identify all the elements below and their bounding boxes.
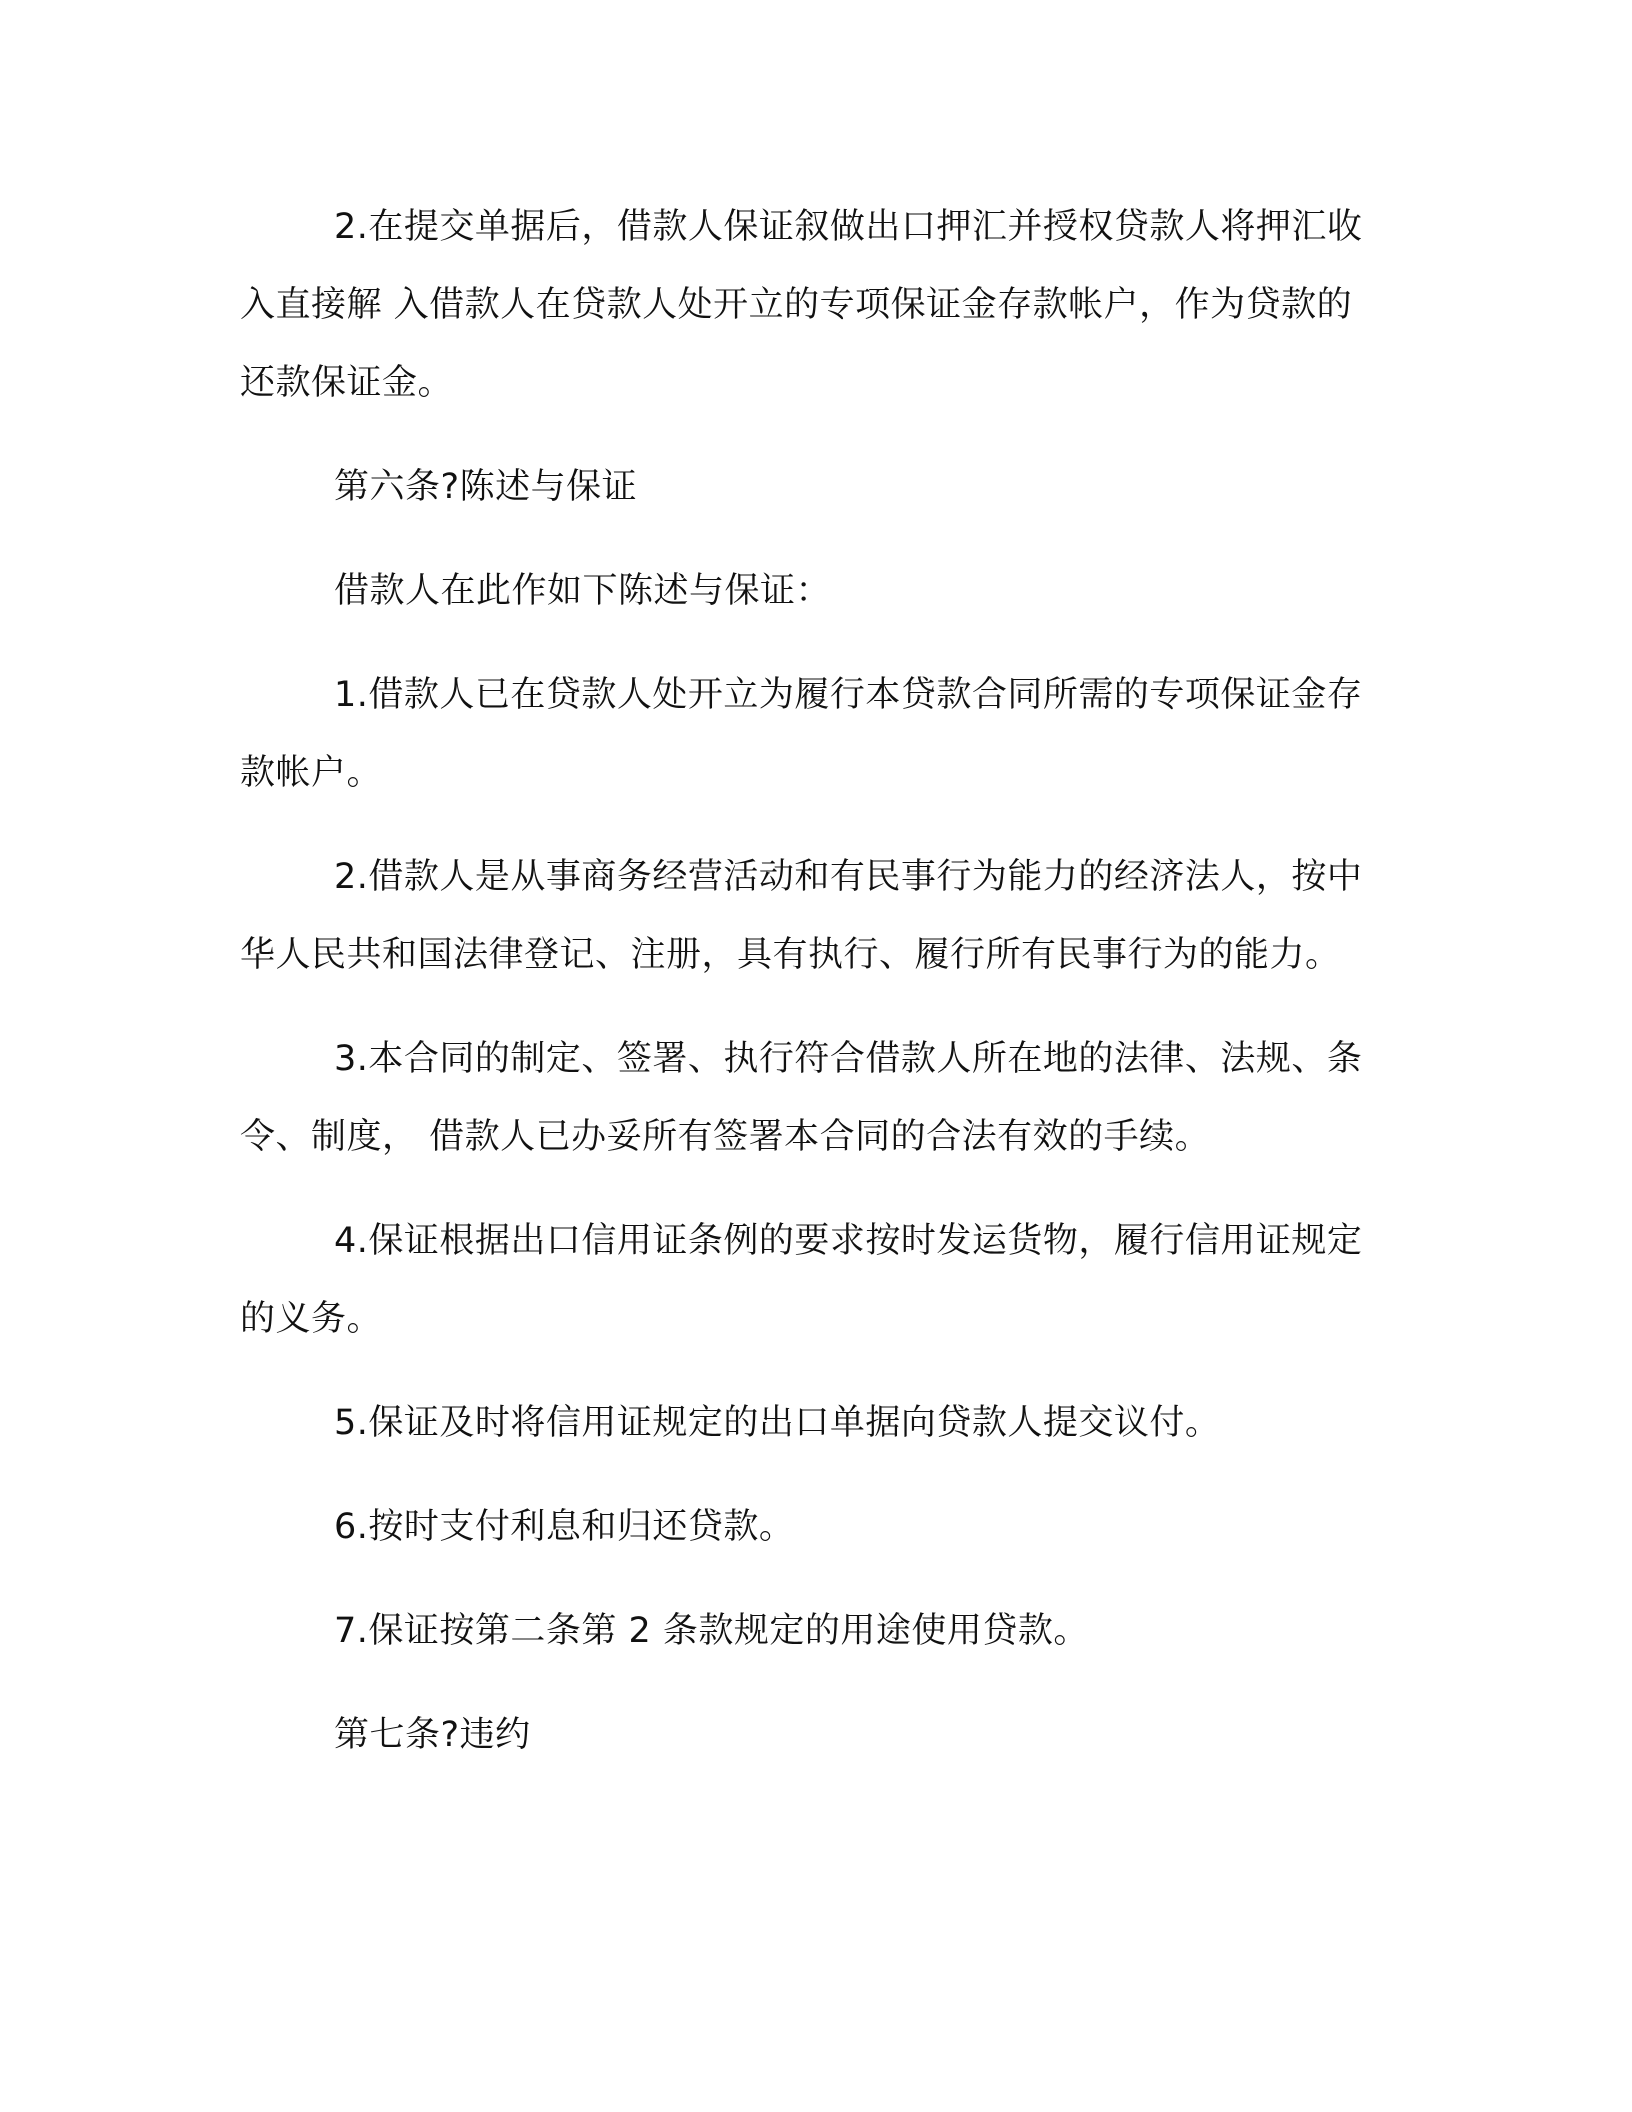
paragraph-representation-3: 3.本合同的制定、签署、执行符合借款人所在地的法律、法规、条令、制度， 借款人已办妥所有签署本合同的合法有效的手续。 [240,1039,1363,1157]
paragraph-representation-5: 5.保证及时将信用证规定的出口单据向贷款人提交议付。 [334,1403,1221,1443]
section-heading-article-6: 第六条?陈述与保证 [334,467,638,507]
section-heading-article-7: 第七条?违约 [334,1715,531,1755]
paragraph-representation-6: 6.按时支付利息和归还贷款。 [334,1507,795,1547]
paragraph-clause-2-collateral: 2.在提交单据后，借款人保证叙做出口押汇并授权贷款人将押汇收入直接解 入借款人在贷款人处开立的专项保证金存款帐户，作为贷款的还款保证金。 [240,207,1363,403]
paragraph-representation-1: 1.借款人已在贷款人处开立为履行本贷款合同所需的专项保证金存款帐户。 [240,675,1363,793]
paragraph-representation-7: 7.保证按第二条第 2 条款规定的用途使用贷款。 [334,1611,1089,1651]
document-body [240,188,1380,1774]
paragraph-representations-intro: 借款人在此作如下陈述与保证： [334,571,832,611]
paragraph-representation-2: 2.借款人是从事商务经营活动和有民事行为能力的经济法人，按中华人民共和国法律登记、注册，具有执行、履行所有民事行为的能力。 [240,857,1363,975]
paragraph-representation-4: 4.保证根据出口信用证条例的要求按时发运货物，履行信用证规定的义务。 [240,1221,1363,1339]
